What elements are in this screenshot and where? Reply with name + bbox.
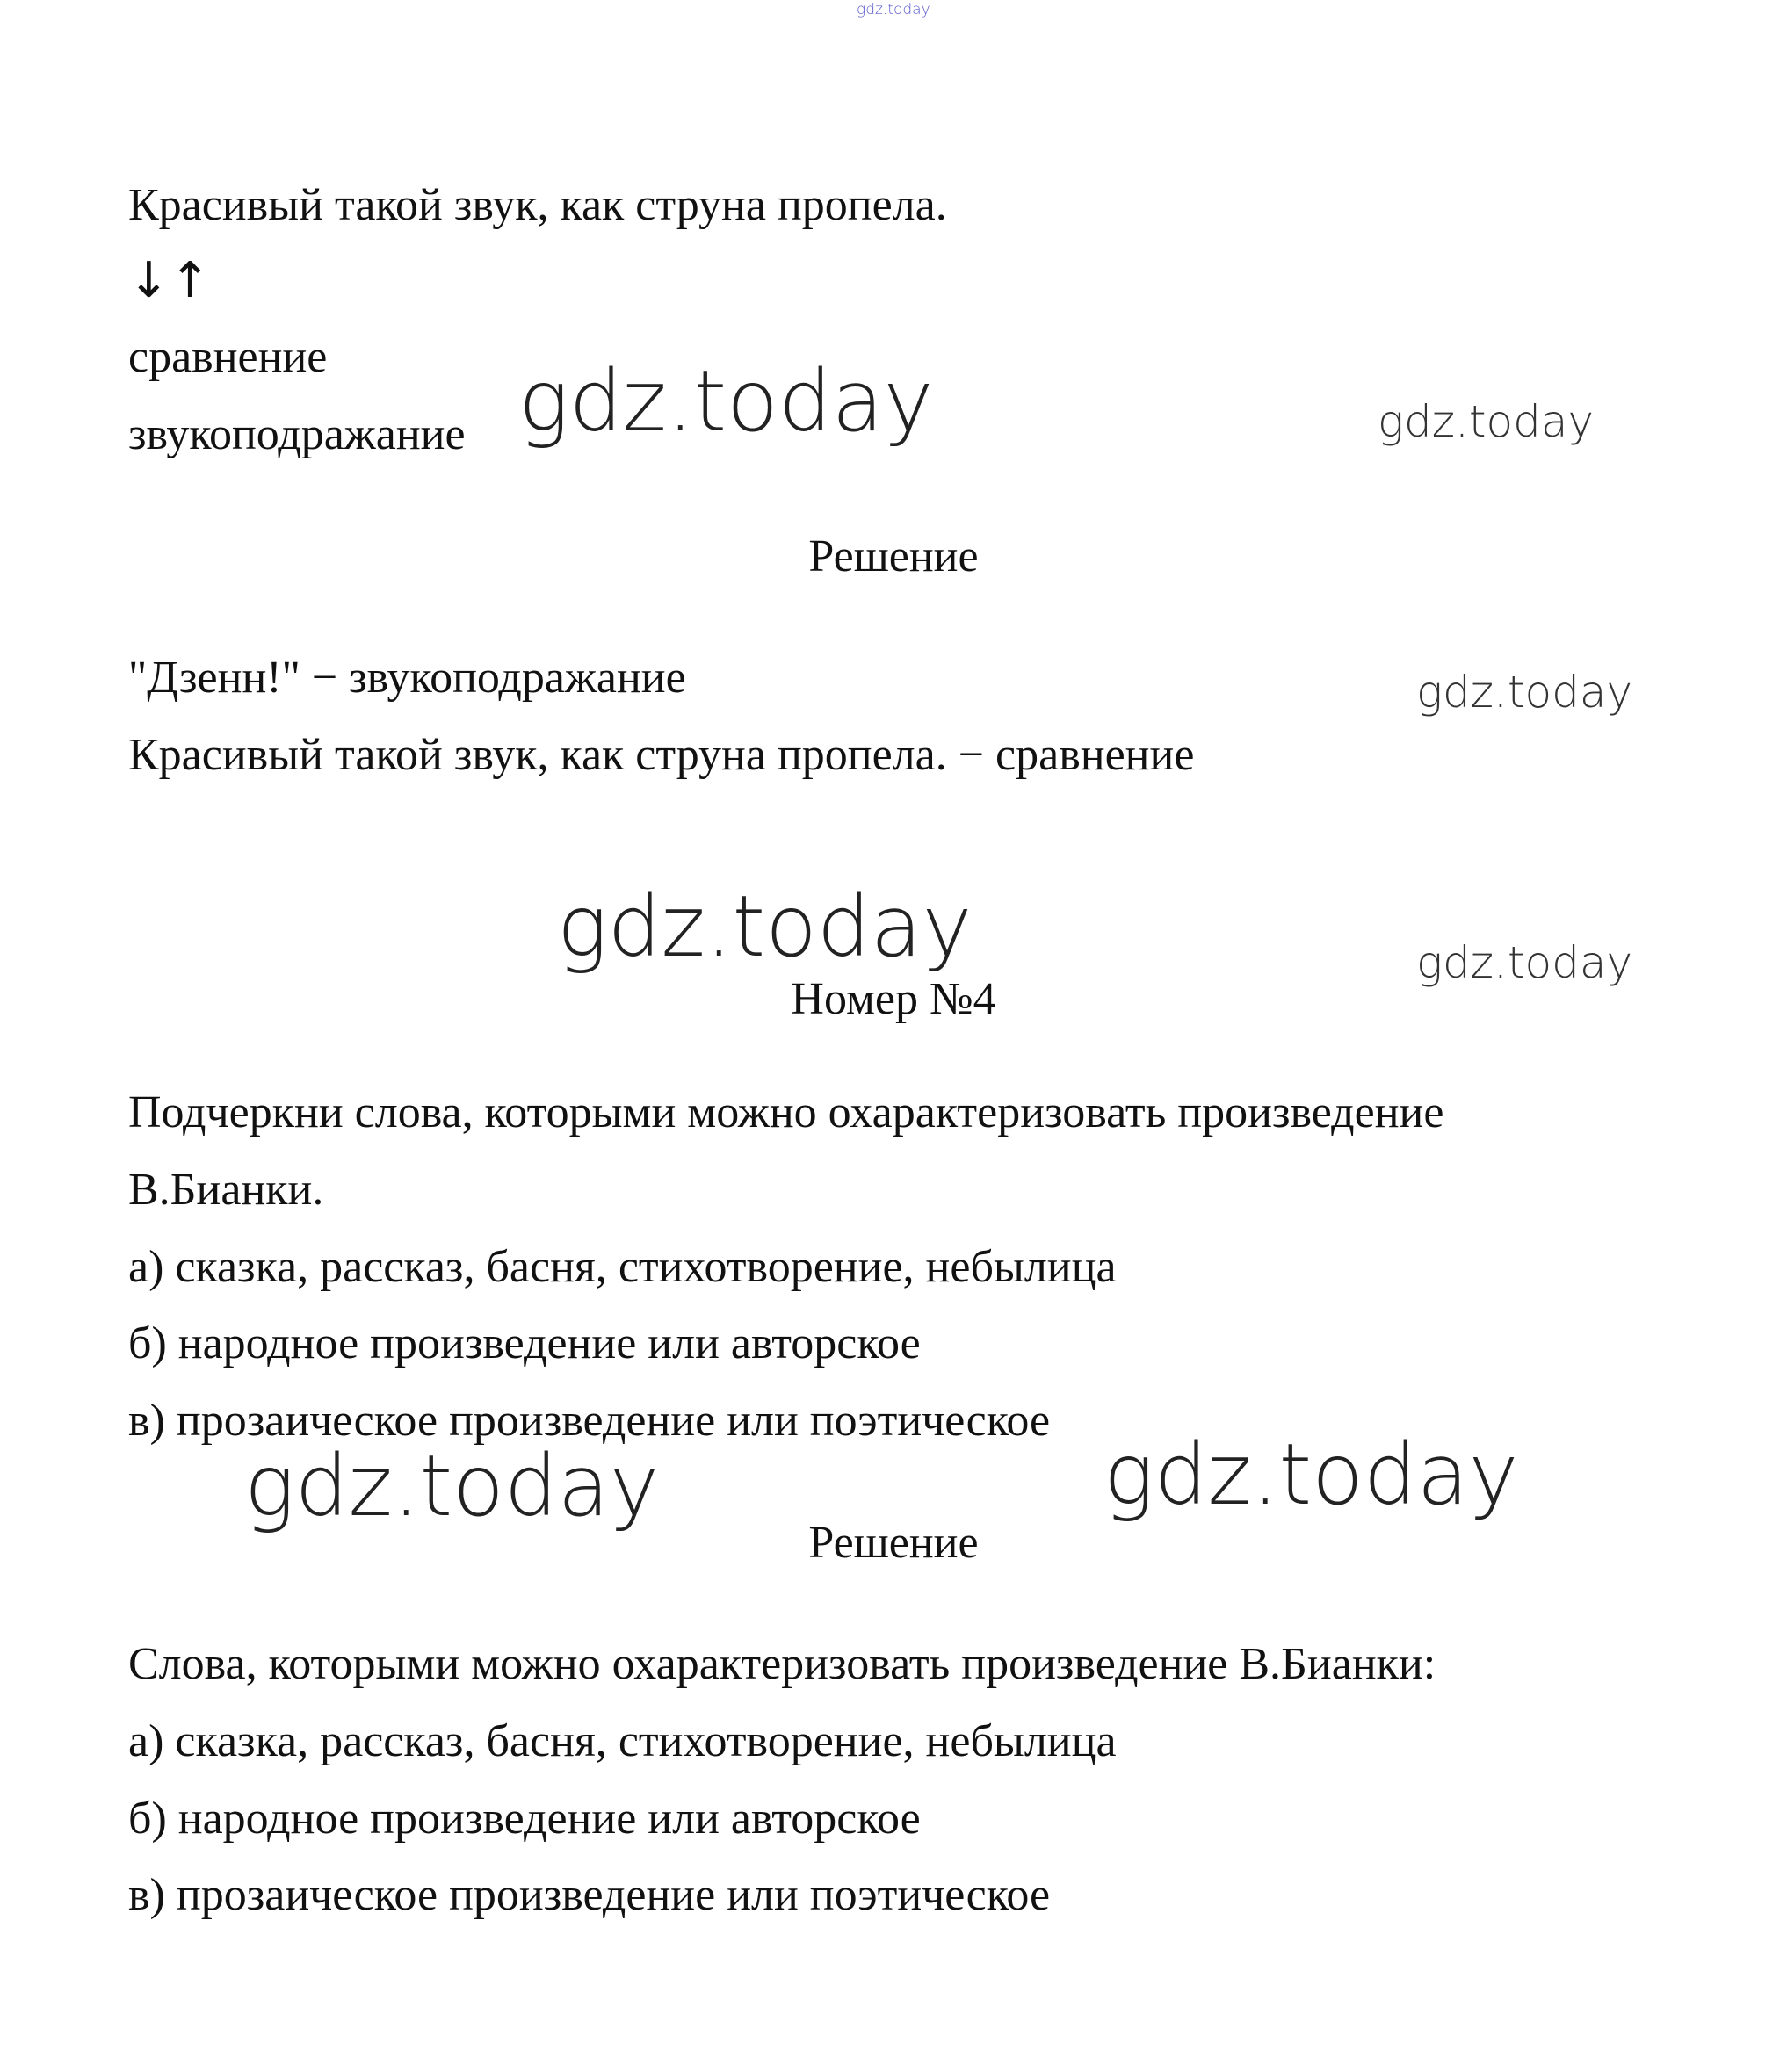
task-heading: Номер №4 (791, 974, 996, 1024)
answer-option-a: а) сказка, рассказ, басня, стихотворение, небылица (128, 1716, 1117, 1766)
label-comparison: сравнение (128, 332, 328, 382)
solution-heading: Решение (808, 1518, 979, 1568)
solution-line: "Дзенн!" − звукоподражание (128, 653, 686, 703)
solution-heading: Решение (808, 531, 979, 581)
answer-option-b: б) народное произведение или авторское (128, 1794, 921, 1844)
watermark-large: gdz.today (1103, 1426, 1519, 1524)
answer-option-c: в) прозаическое произведение или поэтическое (128, 1870, 1051, 1920)
solution-line: Красивый такой звук, как струна пропела. − сравнение (128, 730, 1195, 780)
label-onomatopoeia: звукоподражание (128, 409, 466, 459)
option-c: в) прозаическое произведение или поэтическое (128, 1396, 1051, 1446)
question-line: Подчеркни слова, которыми можно охарактеризовать произведение (128, 1087, 1444, 1137)
sentence-line: Красивый такой звук, как струна пропела. (128, 180, 947, 230)
option-a: а) сказка, рассказ, басня, стихотворение, небылица (128, 1242, 1117, 1292)
up-down-arrows-icon: ↓↑ (128, 252, 211, 309)
top-watermark: gdz.today (857, 1, 930, 18)
option-b: б) народное произведение или авторское (128, 1318, 921, 1368)
watermark-small: gdz.today (1416, 667, 1633, 718)
question-line: В.Бианки. (128, 1165, 324, 1215)
watermark-large: gdz.today (244, 1437, 660, 1535)
answer-intro: Слова, которыми можно охарактеризовать произведение В.Бианки: (128, 1639, 1436, 1689)
watermark-small: gdz.today (1378, 396, 1595, 447)
watermark-large: gdz.today (518, 352, 934, 451)
watermark-small: gdz.today (1416, 937, 1633, 988)
watermark-large: gdz.today (557, 877, 973, 976)
